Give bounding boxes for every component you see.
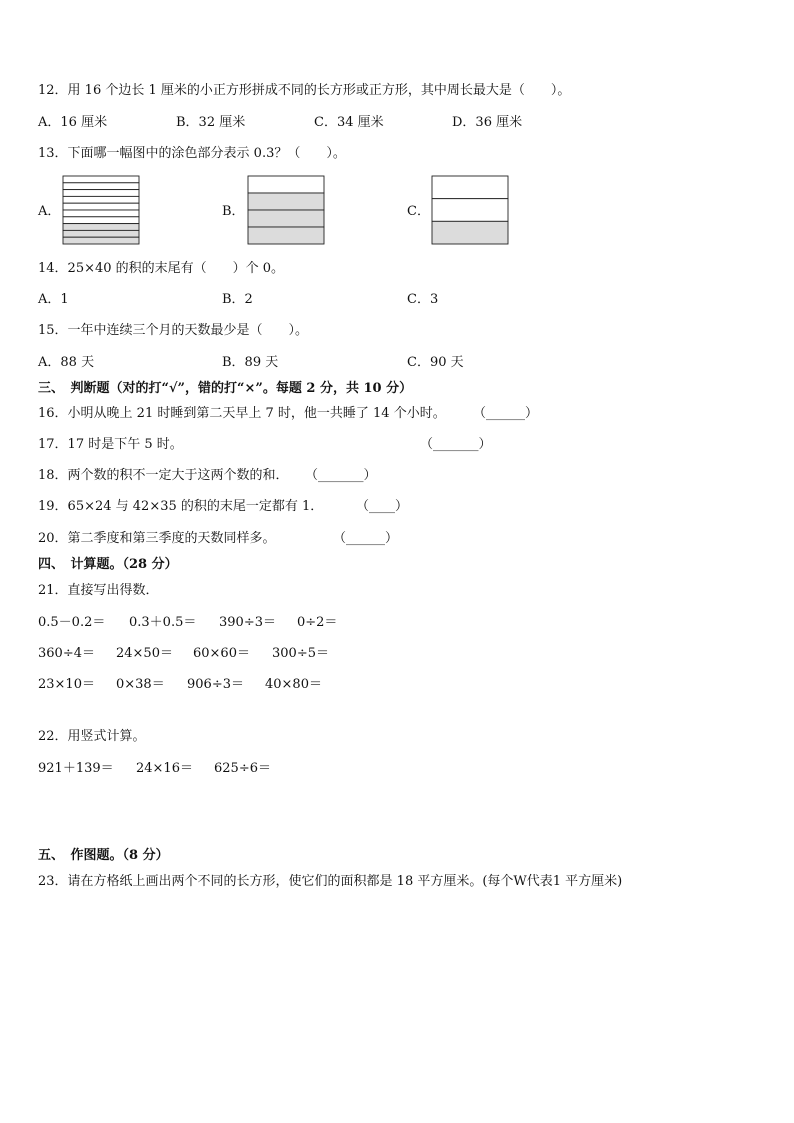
q20-text: 20．第二季度和第三季度的天数同样多。: [38, 531, 276, 546]
q14-option-b: B．2: [222, 292, 253, 307]
q13-figure-a: [62, 175, 140, 245]
q15-option-a: A．88 天: [38, 355, 95, 370]
calc-item: 0×38＝: [116, 677, 165, 692]
calc-item: 24×50＝: [116, 646, 173, 661]
q13-text: 13．下面哪一幅图中的涂色部分表示 0.3？（ ）。: [38, 146, 346, 161]
q18-text: 18．两个数的积不一定大于这两个数的和．: [38, 468, 289, 483]
shaded-strip: [432, 221, 508, 244]
blank-strip: [63, 203, 139, 210]
blank-strip: [63, 210, 139, 217]
q16-answer-blank[interactable]: （______）: [473, 406, 539, 421]
q17-text: 17．17 时是下午 5 时。: [38, 437, 183, 452]
q20-answer-blank[interactable]: （______）: [333, 531, 399, 546]
blank-strip: [63, 196, 139, 203]
calc-item: 300÷5＝: [272, 646, 329, 661]
calc-item: 906÷3＝: [187, 677, 244, 692]
q12-option-b: B．32 厘米: [176, 115, 246, 130]
section-4-heading: 四、 计算题。（28 分）: [38, 557, 178, 572]
shaded-strip: [248, 227, 324, 244]
q23-text: 23．请在方格纸上画出两个不同的长方形，使它们的面积都是 18 平方厘米。(每个W代表1 平方厘米): [38, 874, 623, 889]
q12-option-c: C．34 厘米: [314, 115, 384, 130]
q14-option-c: C．3: [407, 292, 439, 307]
q13-figure-b: [247, 175, 325, 245]
shaded-strip: [63, 237, 139, 244]
q13-label-c: C．: [407, 204, 430, 219]
blank-strip: [63, 183, 139, 190]
calc-item: 40×80＝: [265, 677, 322, 692]
shaded-strip: [63, 224, 139, 231]
blank-strip: [63, 176, 139, 183]
q14-option-a: A．1: [38, 292, 69, 307]
q15-option-c: C．90 天: [407, 355, 464, 370]
calc-item: 60×60＝: [193, 646, 250, 661]
q19-text: 19．65×24 与 42×35 的积的末尾一定都有 1．: [38, 499, 324, 514]
q19-answer-blank[interactable]: （____）: [356, 499, 409, 514]
blank-strip: [63, 217, 139, 224]
q15-text: 15．一年中连续三个月的天数最少是（ ）。: [38, 323, 309, 338]
vertical-calc-item: 921＋139＝: [38, 761, 114, 776]
q12-option-a: A．16 厘米: [38, 115, 108, 130]
vertical-calc-item: 625÷6＝: [214, 761, 271, 776]
q15-option-b: B．89 天: [222, 355, 279, 370]
vertical-calc-item: 24×16＝: [136, 761, 193, 776]
section-5-heading: 五、 作图题。（8 分）: [38, 848, 169, 863]
q22-text: 22．用竖式计算。: [38, 729, 146, 744]
calc-item: 0.3＋0.5＝: [129, 615, 197, 630]
q14-text: 14．25×40 的积的末尾有（ ）个 0。: [38, 261, 285, 276]
calc-item: 23×10＝: [38, 677, 95, 692]
blank-strip: [432, 176, 508, 199]
calc-item: 0.5－0.2＝: [38, 615, 106, 630]
q13-label-a: A．: [38, 204, 61, 219]
blank-strip: [432, 199, 508, 222]
shaded-strip: [248, 210, 324, 227]
blank-strip: [63, 190, 139, 197]
q12-option-d: D．36 厘米: [452, 115, 523, 130]
shaded-strip: [248, 193, 324, 210]
q16-text: 16．小明从晚上 21 时睡到第二天早上 7 时，他一共睡了 14 个小时。: [38, 406, 446, 421]
calc-item: 0÷2＝: [297, 615, 338, 630]
q12-text: 12．用 16 个边长 1 厘米的小正方形拼成不同的长方形或正方形，其中周长最大是（ ）。: [38, 83, 571, 98]
q18-answer-blank[interactable]: （_______）: [305, 468, 377, 483]
calc-item: 360÷4＝: [38, 646, 95, 661]
q17-answer-blank[interactable]: （_______）: [420, 437, 492, 452]
calc-item: 390÷3＝: [219, 615, 276, 630]
q13-label-b: B．: [222, 204, 245, 219]
q21-text: 21．直接写出得数．: [38, 583, 159, 598]
shaded-strip: [63, 230, 139, 237]
section-3-heading: 三、 判断题（对的打“√”，错的打“×”。每题 2 分，共 10 分）: [38, 381, 413, 396]
q13-figure-c: [431, 175, 509, 245]
blank-strip: [248, 176, 324, 193]
